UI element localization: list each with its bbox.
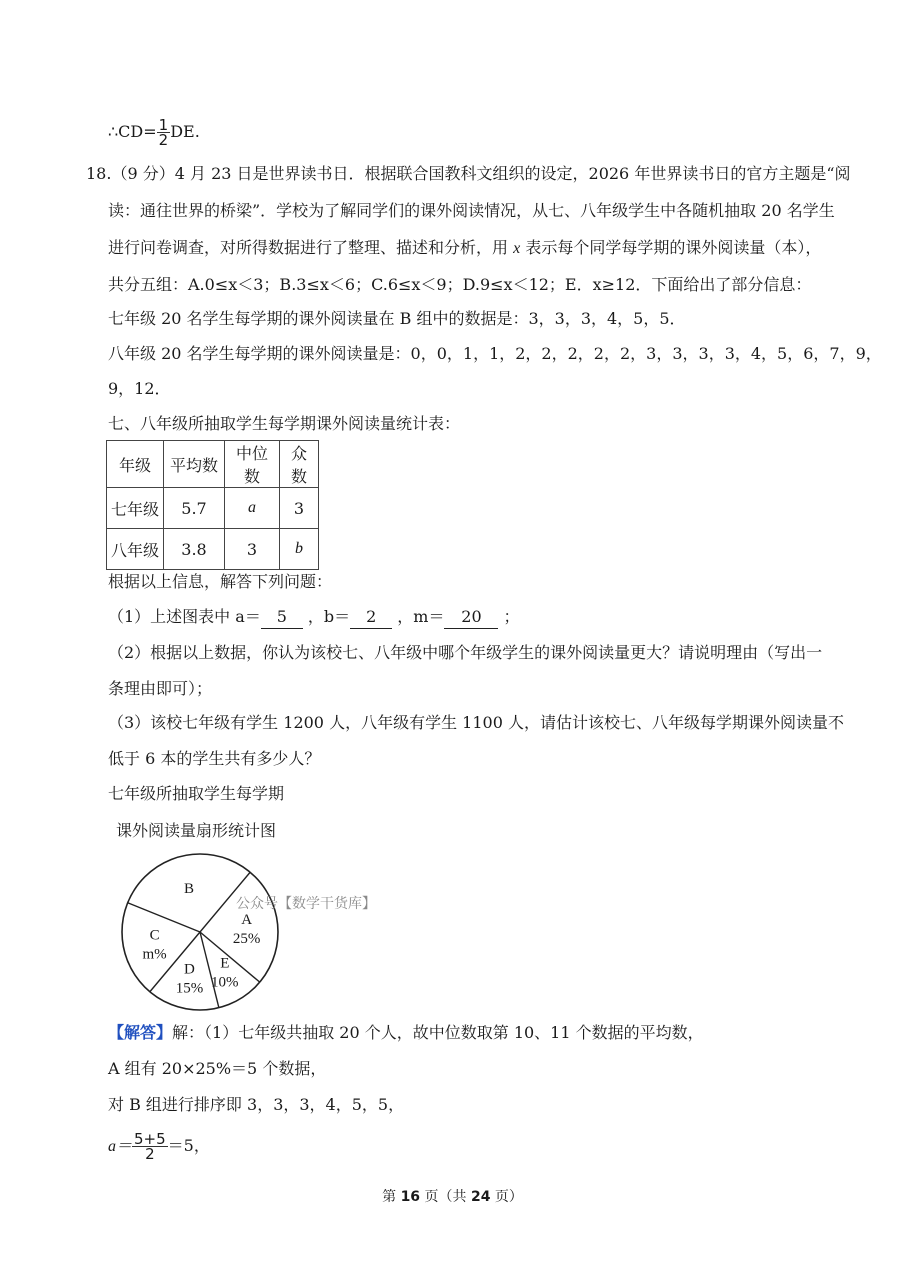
pie-slice-value: 15%: [175, 980, 204, 997]
page-number: 16: [400, 1189, 421, 1205]
label-b: ，b＝: [307, 607, 351, 626]
solution-line-1: [108, 1022, 704, 1044]
page-footer: [0, 1186, 905, 1206]
footer-text: 第: [382, 1189, 401, 1205]
solution-line-2: A 组有 20×25%＝5 个数据，: [108, 1059, 327, 1078]
prompt-line: 根据以上信息，解答下列问题：: [108, 572, 333, 591]
pie-slice-value: 25%: [232, 930, 261, 947]
fraction-numerator: 1: [158, 116, 169, 134]
table-row: [107, 529, 319, 570]
table-cell: a: [225, 488, 280, 529]
pie-slice-value: 10%: [211, 974, 239, 991]
question-line-3: [108, 237, 821, 260]
text-segment: 进行问卷调查，对所得数据进行了整理、描述和分析，用: [108, 238, 509, 257]
text-segment: 解：（1）七年级共抽取 20 个人，故中位数取第 10、11 个数据的平均数，: [172, 1023, 704, 1042]
sub-question-3-cont: 低于 6 本的学生共有多少人？: [108, 749, 321, 768]
table-caption: 七、八年级所抽取学生每学期课外阅读量统计表：: [108, 414, 461, 433]
equation-rhs: DE.: [170, 122, 200, 141]
sub-question-2: （2）根据以上数据，你认为该校七、八年级中哪个年级学生的课外阅读量更大？请说明理由（写出一: [108, 643, 823, 662]
table-header: 中位数: [225, 441, 280, 488]
fraction: [157, 118, 171, 147]
text-segment: （1）上述图表中: [108, 607, 231, 626]
fraction-numerator: 5+5: [134, 1130, 166, 1148]
pie-slice-value: m%: [142, 946, 167, 963]
table-cell: 3: [225, 529, 280, 570]
sub-question-3: （3）该校七年级有学生 1200 人，八年级有学生 1100 人，请估计该校七、八年级每学期课外阅读量不: [108, 713, 844, 732]
pie-chart: [115, 852, 295, 1012]
sub-question-1: [108, 606, 520, 629]
fraction-denominator: 2: [158, 131, 169, 149]
grade7-data-line: 七年级 20 名学生每学期的课外阅读量在 B 组中的数据是：3，3，3，4，5，5．: [108, 309, 686, 328]
table-row: [107, 488, 319, 529]
answer-a: 5: [261, 606, 303, 629]
solution-line-3: 对 B 组进行排序即 3，3，3，4，5，5，: [108, 1095, 405, 1114]
answer-m: 20: [444, 606, 498, 629]
table-cell: 3.8: [164, 529, 225, 570]
text-segment: 表示每个同学每学期的课外阅读量（本），: [525, 238, 822, 257]
answer-b: 2: [350, 606, 392, 629]
question-line-2: 读：通往世界的桥梁”．学校为了解同学们的课外阅读情况，从七、八年级学生中各随机抽取 20 名学生: [108, 201, 835, 220]
label-a: a＝: [235, 607, 261, 626]
pie-slice-label: C: [149, 927, 160, 944]
footer-text: 页（共: [420, 1189, 471, 1205]
fraction-denominator: 2: [145, 1145, 155, 1163]
solution-tag: 【解答】: [108, 1023, 173, 1042]
equation-rhs: ＝5，: [167, 1136, 210, 1155]
table-cell: 3: [280, 488, 319, 529]
table-header: 众数: [280, 441, 319, 488]
table-cell: 5.7: [164, 488, 225, 529]
footer-text: 页）: [490, 1189, 523, 1205]
table-header: 平均数: [164, 441, 225, 488]
pie-slice-label: D: [184, 961, 195, 978]
solution-line-4: [108, 1132, 210, 1161]
variable-x: x: [513, 240, 521, 257]
table-header: 年级: [107, 441, 164, 488]
grade8-data-line-cont: 9，12．: [108, 379, 171, 398]
watermark-text: 公众号【数学干货库】: [236, 896, 376, 912]
pie-slice-label: A: [241, 911, 253, 928]
page-total: 24: [470, 1189, 491, 1205]
chart-title-line-2: 课外阅读量扇形统计图: [116, 821, 277, 840]
grade8-data-line: 八年级 20 名学生每学期的课外阅读量是：0，0，1，1，2，2，2，2，2，3，3，3，3，4，5，6，7，9，: [108, 344, 882, 363]
table-header-row: [107, 441, 319, 488]
fraction: [132, 1132, 168, 1161]
table-cell: b: [280, 529, 319, 570]
statistics-table: [106, 440, 319, 570]
sub-question-2-cont: 条理由即可）；: [108, 679, 213, 698]
equation-lhs: ∴CD=: [108, 122, 157, 141]
question-line-1: 18.（9 分）4 月 23 日是世界读书日．根据联合国教科文组织的设定，2026 年世界读书日的官方主题是“阅: [86, 164, 851, 183]
previous-conclusion: [108, 118, 200, 147]
text-segment: ；: [503, 607, 520, 626]
chart-title-line-1: 七年级所抽取学生每学期: [108, 784, 285, 803]
question-line-4: 共分五组：A.0≤x＜3；B.3≤x＜6；C.6≤x＜9；D.9≤x＜12；E．x≥12．下面给出了部分信息：: [108, 275, 812, 294]
table-cell: 八年级: [107, 529, 164, 570]
pie-slice-label: E: [220, 955, 230, 972]
table-cell: 七年级: [107, 488, 164, 529]
equation-lhs: a＝: [108, 1138, 133, 1155]
pie-slice-divider: [128, 903, 200, 932]
pie-slice-label: B: [184, 881, 195, 898]
label-m: ，m＝: [397, 607, 445, 626]
